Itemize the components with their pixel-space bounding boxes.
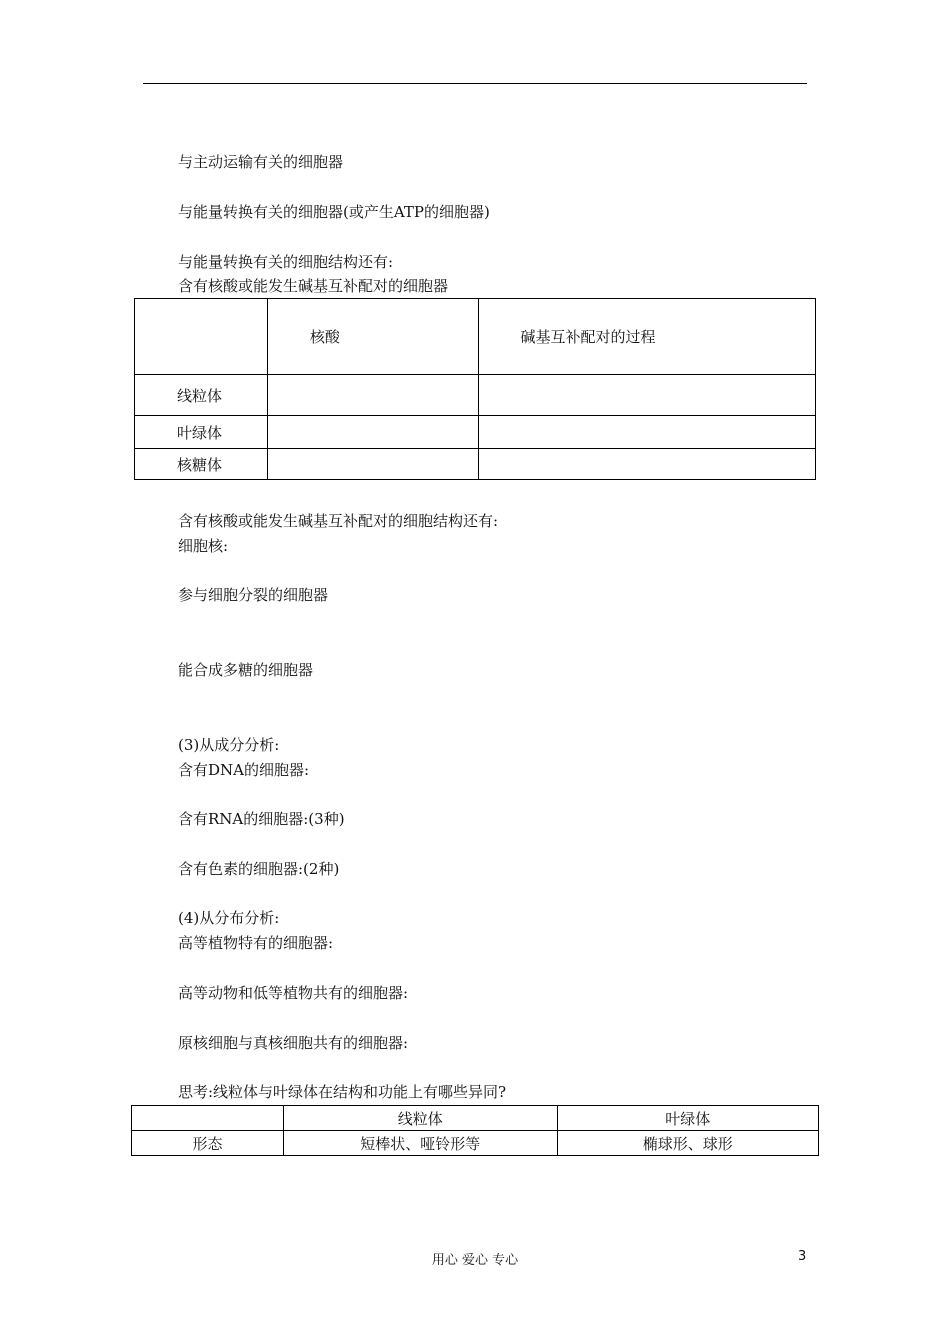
table-cell	[267, 416, 478, 449]
table-row	[132, 1131, 819, 1156]
table-cell	[478, 375, 815, 416]
table-cell: 椭球形、球形	[557, 1131, 819, 1156]
table-header-row	[135, 299, 816, 375]
table-header-cell: 线粒体	[284, 1106, 557, 1131]
table-cell: 线粒体	[135, 375, 268, 416]
table-header-cell: 叶绿体	[557, 1106, 819, 1131]
text-line: 含有RNA的细胞器:(3种)	[178, 810, 345, 828]
text-line: 与主动运输有关的细胞器	[178, 153, 344, 171]
nucleic-acid-table	[134, 298, 816, 480]
table-cell: 核糖体	[135, 449, 268, 480]
comparison-table	[131, 1105, 819, 1156]
text-line: 思考:线粒体与叶绿体在结构和功能上有哪些异同?	[178, 1083, 507, 1101]
table-cell: 短棒状、哑铃形等	[284, 1131, 557, 1156]
table-cell	[478, 416, 815, 449]
table-header-cell: 核酸	[267, 299, 478, 375]
table-cell	[478, 449, 815, 480]
text-line: 含有色素的细胞器:(2种)	[178, 860, 340, 878]
text-line: 原核细胞与真核细胞共有的细胞器:	[178, 1034, 409, 1052]
text-line: 与能量转换有关的细胞器(或产生ATP的细胞器)	[178, 203, 490, 221]
text-line: 参与细胞分裂的细胞器	[178, 586, 329, 604]
table-cell	[267, 375, 478, 416]
text-line: (4)从分布分析:	[178, 909, 280, 927]
table-cell	[267, 449, 478, 480]
header-rule	[143, 83, 807, 84]
page-number: 3	[798, 1249, 807, 1264]
text-line: 含有核酸或能发生碱基互补配对的细胞器	[178, 277, 449, 295]
text-line: (3)从成分分析:	[178, 736, 280, 754]
text-line: 含有核酸或能发生碱基互补配对的细胞结构还有:	[178, 512, 499, 530]
table-cell: 叶绿体	[135, 416, 268, 449]
page-footer: 用心 爱心 专心	[431, 1253, 519, 1268]
text-line: 高等动物和低等植物共有的细胞器:	[178, 984, 409, 1002]
table-row	[135, 416, 816, 449]
text-line: 与能量转换有关的细胞结构还有:	[178, 253, 394, 271]
table-row	[135, 449, 816, 480]
table-header-cell: 碱基互补配对的过程	[478, 299, 815, 375]
text-line: 含有DNA的细胞器:	[178, 761, 310, 779]
text-line: 高等植物特有的细胞器:	[178, 934, 334, 952]
text-line: 能合成多糖的细胞器	[178, 661, 314, 679]
table-header-row	[132, 1106, 819, 1131]
text-line: 细胞核:	[178, 537, 229, 555]
table-cell	[132, 1106, 284, 1131]
table-cell: 形态	[132, 1131, 284, 1156]
table-cell	[135, 299, 268, 375]
table-row	[135, 375, 816, 416]
